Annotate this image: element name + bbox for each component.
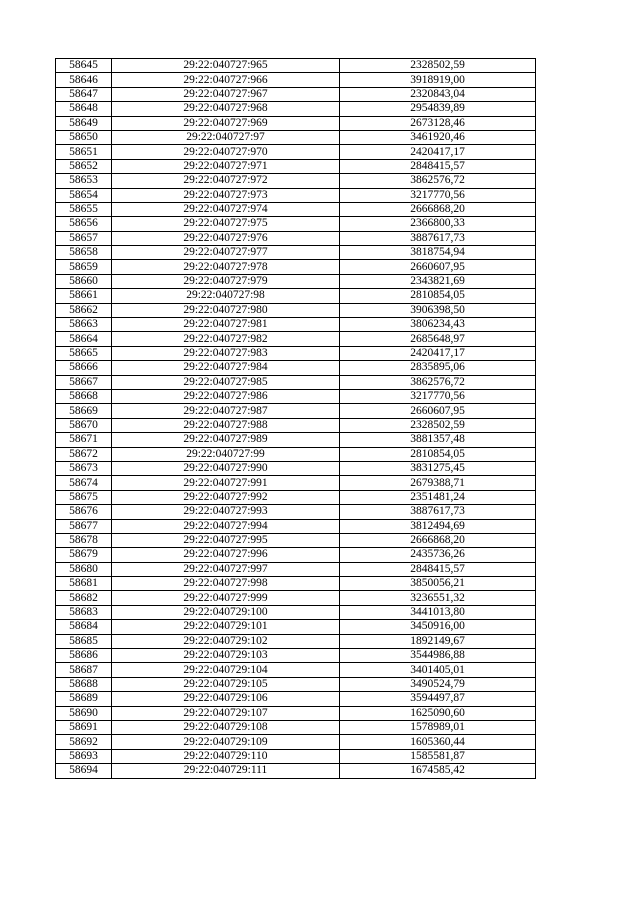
row-number-cell: 58663 bbox=[56, 318, 112, 332]
table-row bbox=[56, 749, 536, 763]
table-row bbox=[56, 433, 536, 447]
cadastral-number-cell: 29:22:040727:991 bbox=[112, 476, 340, 490]
table-body bbox=[56, 59, 536, 779]
table-row bbox=[56, 476, 536, 490]
value-cell: 2660607,95 bbox=[340, 404, 536, 418]
row-number-cell: 58649 bbox=[56, 116, 112, 130]
row-number-cell: 58687 bbox=[56, 663, 112, 677]
table-row bbox=[56, 332, 536, 346]
table-row bbox=[56, 533, 536, 547]
value-cell: 3918919,00 bbox=[340, 73, 536, 87]
value-cell: 2420417,17 bbox=[340, 145, 536, 159]
cadastral-number-cell: 29:22:040727:986 bbox=[112, 389, 340, 403]
row-number-cell: 58684 bbox=[56, 620, 112, 634]
row-number-cell: 58679 bbox=[56, 548, 112, 562]
value-cell: 1585581,87 bbox=[340, 749, 536, 763]
table-row bbox=[56, 692, 536, 706]
value-cell: 3217770,56 bbox=[340, 389, 536, 403]
row-number-cell: 58675 bbox=[56, 490, 112, 504]
cadastral-number-cell: 29:22:040727:978 bbox=[112, 260, 340, 274]
row-number-cell: 58670 bbox=[56, 418, 112, 432]
table-row bbox=[56, 289, 536, 303]
row-number-cell: 58688 bbox=[56, 677, 112, 691]
row-number-cell: 58662 bbox=[56, 303, 112, 317]
cadastral-number-cell: 29:22:040727:973 bbox=[112, 188, 340, 202]
row-number-cell: 58680 bbox=[56, 562, 112, 576]
cadastral-number-cell: 29:22:040727:994 bbox=[112, 519, 340, 533]
value-cell: 1605360,44 bbox=[340, 735, 536, 749]
value-cell: 1674585,42 bbox=[340, 764, 536, 778]
cadastral-number-cell: 29:22:040727:975 bbox=[112, 217, 340, 231]
row-number-cell: 58659 bbox=[56, 260, 112, 274]
cadastral-number-cell: 29:22:040727:971 bbox=[112, 159, 340, 173]
value-cell: 3887617,73 bbox=[340, 505, 536, 519]
value-cell: 2435736,26 bbox=[340, 548, 536, 562]
cadastral-number-cell: 29:22:040727:97 bbox=[112, 130, 340, 144]
table-row bbox=[56, 188, 536, 202]
cadastral-number-cell: 29:22:040727:974 bbox=[112, 202, 340, 216]
cadastral-number-cell: 29:22:040729:102 bbox=[112, 634, 340, 648]
table-row bbox=[56, 217, 536, 231]
cadastral-number-cell: 29:22:040729:111 bbox=[112, 764, 340, 778]
table-row bbox=[56, 202, 536, 216]
row-number-cell: 58645 bbox=[56, 59, 112, 73]
value-cell: 2848415,57 bbox=[340, 159, 536, 173]
value-cell: 3450916,00 bbox=[340, 620, 536, 634]
table-row bbox=[56, 303, 536, 317]
table-row bbox=[56, 764, 536, 778]
value-cell: 1578989,01 bbox=[340, 720, 536, 734]
row-number-cell: 58657 bbox=[56, 231, 112, 245]
cadastral-number-cell: 29:22:040727:988 bbox=[112, 418, 340, 432]
cadastral-number-cell: 29:22:040729:105 bbox=[112, 677, 340, 691]
cadastral-number-cell: 29:22:040729:103 bbox=[112, 649, 340, 663]
row-number-cell: 58654 bbox=[56, 188, 112, 202]
value-cell: 2328502,59 bbox=[340, 59, 536, 73]
table-row bbox=[56, 73, 536, 87]
table-row bbox=[56, 130, 536, 144]
table-row bbox=[56, 461, 536, 475]
value-cell: 2660607,95 bbox=[340, 260, 536, 274]
cadastral-number-cell: 29:22:040729:100 bbox=[112, 605, 340, 619]
table-row bbox=[56, 605, 536, 619]
cadastral-number-cell: 29:22:040727:982 bbox=[112, 332, 340, 346]
table-row bbox=[56, 59, 536, 73]
cadastral-number-cell: 29:22:040727:990 bbox=[112, 461, 340, 475]
table-row bbox=[56, 274, 536, 288]
cadastral-number-cell: 29:22:040727:976 bbox=[112, 231, 340, 245]
table-row bbox=[56, 663, 536, 677]
row-number-cell: 58655 bbox=[56, 202, 112, 216]
value-cell: 2685648,97 bbox=[340, 332, 536, 346]
row-number-cell: 58668 bbox=[56, 389, 112, 403]
cadastral-number-cell: 29:22:040727:970 bbox=[112, 145, 340, 159]
row-number-cell: 58653 bbox=[56, 174, 112, 188]
row-number-cell: 58669 bbox=[56, 404, 112, 418]
value-cell: 3818754,94 bbox=[340, 246, 536, 260]
table-row bbox=[56, 548, 536, 562]
row-number-cell: 58682 bbox=[56, 591, 112, 605]
table-row bbox=[56, 720, 536, 734]
row-number-cell: 58671 bbox=[56, 433, 112, 447]
row-number-cell: 58678 bbox=[56, 533, 112, 547]
value-cell: 2328502,59 bbox=[340, 418, 536, 432]
cadastral-number-cell: 29:22:040727:977 bbox=[112, 246, 340, 260]
value-cell: 3490524,79 bbox=[340, 677, 536, 691]
value-cell: 2810854,05 bbox=[340, 447, 536, 461]
table-row bbox=[56, 735, 536, 749]
row-number-cell: 58664 bbox=[56, 332, 112, 346]
value-cell: 2351481,24 bbox=[340, 490, 536, 504]
table-row bbox=[56, 562, 536, 576]
table-row bbox=[56, 677, 536, 691]
value-cell: 3236551,32 bbox=[340, 591, 536, 605]
cadastral-number-cell: 29:22:040727:981 bbox=[112, 318, 340, 332]
row-number-cell: 58656 bbox=[56, 217, 112, 231]
cadastral-number-cell: 29:22:040729:109 bbox=[112, 735, 340, 749]
row-number-cell: 58666 bbox=[56, 361, 112, 375]
value-cell: 3217770,56 bbox=[340, 188, 536, 202]
cadastral-number-cell: 29:22:040729:101 bbox=[112, 620, 340, 634]
row-number-cell: 58677 bbox=[56, 519, 112, 533]
row-number-cell: 58685 bbox=[56, 634, 112, 648]
value-cell: 2666868,20 bbox=[340, 202, 536, 216]
value-cell: 3461920,46 bbox=[340, 130, 536, 144]
row-number-cell: 58651 bbox=[56, 145, 112, 159]
value-cell: 2343821,69 bbox=[340, 274, 536, 288]
row-number-cell: 58650 bbox=[56, 130, 112, 144]
cadastral-number-cell: 29:22:040727:968 bbox=[112, 102, 340, 116]
value-cell: 2679388,71 bbox=[340, 476, 536, 490]
cadastral-number-cell: 29:22:040727:983 bbox=[112, 346, 340, 360]
table-row bbox=[56, 159, 536, 173]
row-number-cell: 58676 bbox=[56, 505, 112, 519]
table-row bbox=[56, 346, 536, 360]
cadastral-number-cell: 29:22:040727:980 bbox=[112, 303, 340, 317]
value-cell: 3862576,72 bbox=[340, 375, 536, 389]
row-number-cell: 58648 bbox=[56, 102, 112, 116]
row-number-cell: 58672 bbox=[56, 447, 112, 461]
table-row bbox=[56, 246, 536, 260]
table-row bbox=[56, 145, 536, 159]
table-row bbox=[56, 102, 536, 116]
value-cell: 3850056,21 bbox=[340, 577, 536, 591]
value-cell: 3862576,72 bbox=[340, 174, 536, 188]
table-row bbox=[56, 620, 536, 634]
table-row bbox=[56, 87, 536, 101]
cadastral-number-cell: 29:22:040727:998 bbox=[112, 577, 340, 591]
data-table bbox=[55, 58, 536, 779]
table-row bbox=[56, 375, 536, 389]
table-row bbox=[56, 490, 536, 504]
table-row bbox=[56, 260, 536, 274]
row-number-cell: 58652 bbox=[56, 159, 112, 173]
row-number-cell: 58690 bbox=[56, 706, 112, 720]
table-row bbox=[56, 505, 536, 519]
table-row bbox=[56, 634, 536, 648]
cadastral-number-cell: 29:22:040727:987 bbox=[112, 404, 340, 418]
cadastral-number-cell: 29:22:040729:107 bbox=[112, 706, 340, 720]
value-cell: 3441013,80 bbox=[340, 605, 536, 619]
cadastral-number-cell: 29:22:040727:99 bbox=[112, 447, 340, 461]
row-number-cell: 58646 bbox=[56, 73, 112, 87]
cadastral-number-cell: 29:22:040729:110 bbox=[112, 749, 340, 763]
row-number-cell: 58661 bbox=[56, 289, 112, 303]
value-cell: 3594497,87 bbox=[340, 692, 536, 706]
cadastral-number-cell: 29:22:040727:98 bbox=[112, 289, 340, 303]
value-cell: 2420417,17 bbox=[340, 346, 536, 360]
value-cell: 2810854,05 bbox=[340, 289, 536, 303]
value-cell: 2673128,46 bbox=[340, 116, 536, 130]
cadastral-number-cell: 29:22:040727:965 bbox=[112, 59, 340, 73]
cadastral-number-cell: 29:22:040729:108 bbox=[112, 720, 340, 734]
row-number-cell: 58683 bbox=[56, 605, 112, 619]
row-number-cell: 58667 bbox=[56, 375, 112, 389]
row-number-cell: 58692 bbox=[56, 735, 112, 749]
row-number-cell: 58691 bbox=[56, 720, 112, 734]
cadastral-number-cell: 29:22:040727:993 bbox=[112, 505, 340, 519]
value-cell: 2320843,04 bbox=[340, 87, 536, 101]
cadastral-number-cell: 29:22:040727:999 bbox=[112, 591, 340, 605]
row-number-cell: 58660 bbox=[56, 274, 112, 288]
row-number-cell: 58665 bbox=[56, 346, 112, 360]
cadastral-number-cell: 29:22:040727:997 bbox=[112, 562, 340, 576]
cadastral-number-cell: 29:22:040727:984 bbox=[112, 361, 340, 375]
table-row bbox=[56, 649, 536, 663]
value-cell: 3831275,45 bbox=[340, 461, 536, 475]
row-number-cell: 58647 bbox=[56, 87, 112, 101]
value-cell: 3544986,88 bbox=[340, 649, 536, 663]
value-cell: 1625090,60 bbox=[340, 706, 536, 720]
value-cell: 3906398,50 bbox=[340, 303, 536, 317]
value-cell: 2366800,33 bbox=[340, 217, 536, 231]
cadastral-number-cell: 29:22:040727:992 bbox=[112, 490, 340, 504]
cadastral-number-cell: 29:22:040727:972 bbox=[112, 174, 340, 188]
cadastral-number-cell: 29:22:040727:969 bbox=[112, 116, 340, 130]
cadastral-number-cell: 29:22:040727:985 bbox=[112, 375, 340, 389]
row-number-cell: 58693 bbox=[56, 749, 112, 763]
row-number-cell: 58694 bbox=[56, 764, 112, 778]
cadastral-number-cell: 29:22:040727:996 bbox=[112, 548, 340, 562]
value-cell: 2954839,89 bbox=[340, 102, 536, 116]
row-number-cell: 58658 bbox=[56, 246, 112, 260]
value-cell: 2666868,20 bbox=[340, 533, 536, 547]
table-row bbox=[56, 318, 536, 332]
table-row bbox=[56, 174, 536, 188]
row-number-cell: 58681 bbox=[56, 577, 112, 591]
table-row bbox=[56, 519, 536, 533]
cadastral-number-cell: 29:22:040727:995 bbox=[112, 533, 340, 547]
table-row bbox=[56, 447, 536, 461]
value-cell: 2835895,06 bbox=[340, 361, 536, 375]
cadastral-number-cell: 29:22:040727:966 bbox=[112, 73, 340, 87]
cadastral-number-cell: 29:22:040727:967 bbox=[112, 87, 340, 101]
table-row bbox=[56, 231, 536, 245]
table-row bbox=[56, 116, 536, 130]
value-cell: 3887617,73 bbox=[340, 231, 536, 245]
value-cell: 3812494,69 bbox=[340, 519, 536, 533]
table-row bbox=[56, 418, 536, 432]
row-number-cell: 58674 bbox=[56, 476, 112, 490]
cadastral-number-cell: 29:22:040729:104 bbox=[112, 663, 340, 677]
table-row bbox=[56, 361, 536, 375]
value-cell: 2848415,57 bbox=[340, 562, 536, 576]
table-row bbox=[56, 706, 536, 720]
row-number-cell: 58686 bbox=[56, 649, 112, 663]
cadastral-number-cell: 29:22:040727:989 bbox=[112, 433, 340, 447]
row-number-cell: 58689 bbox=[56, 692, 112, 706]
value-cell: 3881357,48 bbox=[340, 433, 536, 447]
cadastral-number-cell: 29:22:040727:979 bbox=[112, 274, 340, 288]
cadastral-number-cell: 29:22:040729:106 bbox=[112, 692, 340, 706]
value-cell: 1892149,67 bbox=[340, 634, 536, 648]
table-row bbox=[56, 591, 536, 605]
row-number-cell: 58673 bbox=[56, 461, 112, 475]
value-cell: 3806234,43 bbox=[340, 318, 536, 332]
value-cell: 3401405,01 bbox=[340, 663, 536, 677]
table-row bbox=[56, 404, 536, 418]
table-row bbox=[56, 389, 536, 403]
table-row bbox=[56, 577, 536, 591]
